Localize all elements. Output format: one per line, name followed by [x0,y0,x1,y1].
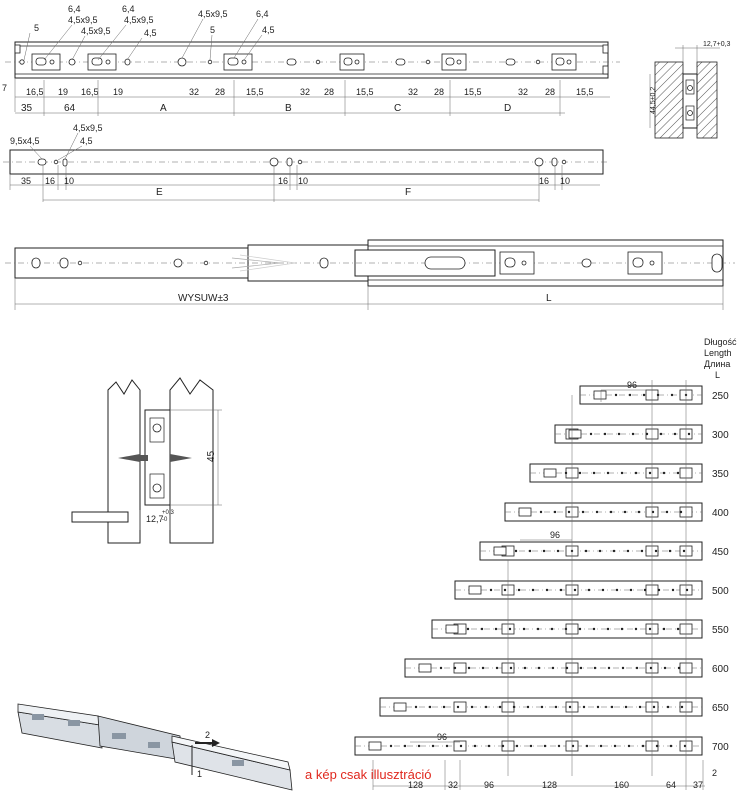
dim-label: B [285,103,292,114]
dim-label: 16,5 [81,87,99,97]
dim-label: 37 [693,780,704,790]
callout-label: 4,5x9,5 [73,123,103,133]
dot-hole [524,667,526,669]
section-width-label: 12,7+0,3 [703,41,731,48]
dim-label: 16 [539,176,550,186]
dot-hole [658,589,660,591]
dim-label: 32 [300,87,311,97]
bracket-2 [88,54,116,70]
dot-hole [513,706,515,708]
dot-hole [593,472,595,474]
dot-hole [569,706,571,708]
dot-hole [467,628,469,630]
dim-clearance: 12,7 [146,514,164,524]
dot-hole [683,550,685,552]
table-header: Длина [704,359,731,369]
dim-96-label: 96 [437,732,448,742]
bracket-hole [419,664,431,672]
dim-label: 28 [215,87,226,97]
dim-side: 2 [712,768,718,778]
callout-label: 4,5 [262,25,275,35]
bracket-hole [544,469,556,477]
dim-left: 7 [2,83,8,93]
dot-hole [537,628,539,630]
dim-label: 32 [448,780,459,790]
dot-hole [642,745,644,747]
dim-label: 16 [278,176,289,186]
illustration-caption: a kép csak illusztráció [305,767,432,782]
dot-hole [622,667,624,669]
dot-hole [604,433,606,435]
callout-label: 6,4 [68,4,81,14]
length-variants-table [355,337,737,790]
dim-label: 160 [614,780,630,790]
dot-hole [502,745,504,747]
dot-hole [482,667,484,669]
dot-hole [599,550,601,552]
dot-hole [490,589,492,591]
dot-hole [446,745,448,747]
variant-length-label: 300 [712,430,729,441]
dot-hole [649,472,651,474]
dim-length: L [546,293,552,304]
variant-row [505,503,729,521]
dim-label: 32 [518,87,529,97]
dot-hole [510,667,512,669]
dot-hole [432,745,434,747]
dot-hole [657,394,659,396]
dim-height: 45 [206,450,217,462]
dot-hole [551,628,553,630]
variant-length-label: 500 [712,586,729,597]
middle-rail-view [3,123,610,202]
dot-hole [677,628,679,630]
dot-hole [495,628,497,630]
dot-hole [636,667,638,669]
dot-hole [565,472,567,474]
dim-label: 128 [408,780,424,790]
variant-row [555,425,729,443]
variant-row [405,659,729,677]
callout-label: 4,5x9,5 [198,9,228,19]
dot-hole [468,667,470,669]
dot-hole [670,745,672,747]
dim-label: E [156,187,163,198]
dim-label: 35 [21,103,33,114]
dot-hole [590,433,592,435]
dot-hole [429,706,431,708]
dim-label: 16 [45,176,56,186]
dot-hole [674,433,676,435]
callout-label: 5 [210,25,216,35]
dot-hole [443,706,445,708]
dot-hole [678,667,680,669]
section-hatch-left [655,62,683,138]
dot-hole [621,628,623,630]
dot-hole [580,667,582,669]
bracket-1 [32,54,60,70]
dot-hole [602,589,604,591]
table-header: Length [704,348,732,358]
variant-length-label: 600 [712,664,729,675]
callout-label: 4,5 [80,136,93,146]
section-hatch-right [697,62,717,138]
dot-hole [597,706,599,708]
dot-hole [596,511,598,513]
variant-length-label: 450 [712,547,729,558]
dot-hole [481,628,483,630]
dot-hole [600,745,602,747]
dim-label: 28 [545,87,556,97]
dot-hole [485,706,487,708]
dot-hole [621,472,623,474]
dim-label: D [504,103,512,114]
callout-label: 4,5 [144,28,157,38]
dim-label: 19 [113,87,124,97]
dot-hole [404,745,406,747]
bracket-5 [442,54,466,70]
variant-row [355,737,729,755]
dot-hole [611,706,613,708]
dot-hole [541,706,543,708]
dot-hole [532,589,534,591]
dot-hole [629,394,631,396]
dot-hole [610,511,612,513]
dot-hole [418,745,420,747]
dim-label: 10 [298,176,309,186]
dot-hole [558,745,560,747]
dot-hole [582,511,584,513]
variant-row [530,464,729,482]
dot-hole [566,667,568,669]
dim-label: 128 [542,780,558,790]
dot-hole [543,550,545,552]
dot-hole [546,589,548,591]
dot-hole [515,550,517,552]
bracket-6 [552,54,576,70]
cabinet-section-view [72,378,222,543]
dim-label: 35 [21,176,32,186]
dot-hole [554,511,556,513]
dim-label: 96 [484,780,495,790]
dot-hole [664,667,666,669]
dim-label: C [394,103,402,114]
dot-hole [638,511,640,513]
dot-hole [677,472,679,474]
dim-label: 64 [64,103,76,114]
bracket-hole [454,702,466,712]
dot-hole [646,433,648,435]
dot-hole [555,706,557,708]
variant-rows [355,386,729,755]
dot-hole [635,628,637,630]
dot-hole [672,589,674,591]
top-rail-dims-row2 [15,80,565,116]
dot-hole [643,394,645,396]
dim-label: 15,5 [356,87,374,97]
dot-hole [509,628,511,630]
dot-hole [579,472,581,474]
dot-hole [607,628,609,630]
variant-length-label: 400 [712,508,729,519]
dot-hole [516,745,518,747]
dot-hole [579,628,581,630]
dot-hole [474,745,476,747]
callout-label: 5 [34,23,40,33]
dot-hole [565,628,567,630]
dot-hole [454,667,456,669]
callout-label: 6,4 [256,9,269,19]
dot-hole [593,628,595,630]
dot-hole [586,745,588,747]
dot-hole [529,550,531,552]
dim-label: 10 [64,176,75,186]
dim-96-label: 96 [627,380,638,390]
table-header: Długość [704,337,737,347]
dot-hole [663,472,665,474]
dot-hole [499,706,501,708]
dot-hole [625,706,627,708]
dot-hole [538,667,540,669]
dot-hole [667,706,669,708]
bracket-4 [340,54,364,70]
variant-length-label: 700 [712,742,729,753]
dot-hole [688,433,690,435]
dot-hole [415,706,417,708]
variant-length-label: 650 [712,703,729,714]
dot-hole [390,745,392,747]
dot-hole [630,589,632,591]
dot-hole [530,745,532,747]
dot-hole [568,511,570,513]
dot-hole [641,550,643,552]
table-header: L [715,370,721,380]
variant-row [380,698,729,716]
dot-hole [560,589,562,591]
dim-label: 64 [666,780,677,790]
dot-hole [671,394,673,396]
dot-hole [656,745,658,747]
dot-hole [655,550,657,552]
dim-label: 32 [408,87,419,97]
dot-hole [615,394,617,396]
dot-hole [527,706,529,708]
dot-hole [496,667,498,669]
dot-hole [504,589,506,591]
dot-hole [681,706,683,708]
bracket-hole [469,586,481,594]
dot-hole [583,706,585,708]
dim-tol-minus: -0 [162,517,168,523]
variant-row [455,581,729,599]
dot-hole [632,433,634,435]
dot-hole [557,550,559,552]
bracket-hole [494,547,506,555]
dot-hole [663,628,665,630]
bracket-hole [369,742,381,750]
dot-hole [616,589,618,591]
callout-label: 4,5x9,5 [124,15,154,25]
dot-hole [457,706,459,708]
dim-label: 15,5 [464,87,482,97]
dot-hole [627,550,629,552]
dim-label: A [160,103,167,114]
callout-label: 4,5x9,5 [68,15,98,25]
callout-label: 6,4 [122,4,135,14]
dim-label: 16,5 [26,87,44,97]
dim-label: 15,5 [246,87,264,97]
dot-hole [613,550,615,552]
dot-hole [574,589,576,591]
dot-hole [518,589,520,591]
top-rail-view [2,4,620,116]
bracket-hole [519,508,531,516]
dot-hole [653,706,655,708]
dot-hole [540,511,542,513]
dot-hole [644,589,646,591]
arrow-label: 2 [205,730,211,740]
variant-row [480,542,729,560]
variant-length-label: 250 [712,391,729,402]
dot-hole [639,706,641,708]
dot-hole [680,511,682,513]
callout-label: 9,5x4,5 [10,136,40,146]
callout-label: 4,5x9,5 [81,26,111,36]
isometric-view [18,704,292,790]
assembly-extended-view [5,240,735,310]
dot-hole [523,628,525,630]
dim-96-label: 96 [550,530,561,540]
bracket-3 [224,54,252,70]
dot-hole [660,433,662,435]
pointer-label: 1 [197,769,203,779]
dot-hole [628,745,630,747]
dot-hole [607,472,609,474]
dim-extension: WYSUW±3 [178,293,229,304]
dot-hole [594,667,596,669]
bracket-hole [594,391,606,399]
dim-label: F [405,187,412,198]
dot-hole [471,706,473,708]
dim-label: 32 [189,87,200,97]
profile-section-view [650,41,731,138]
bracket-hole [569,430,581,438]
bracket-hole [394,703,406,711]
dot-hole [649,628,651,630]
dim-label: 15,5 [576,87,594,97]
dot-hole [624,511,626,513]
dot-hole [552,667,554,669]
dim-label: 10 [560,176,571,186]
dot-hole [618,433,620,435]
dot-hole [635,472,637,474]
variant-row [580,386,729,404]
variant-row [432,620,729,638]
dim-label: 28 [324,87,335,97]
dot-hole [614,745,616,747]
dot-hole [588,589,590,591]
dot-hole [488,745,490,747]
dim-tol-plus: +0,3 [162,510,174,516]
dot-hole [666,511,668,513]
dim-label: 19 [58,87,69,97]
dot-hole [669,550,671,552]
dot-hole [585,550,587,552]
top-rail-dims-row1 [15,87,610,97]
variant-length-label: 350 [712,469,729,480]
dot-hole [440,667,442,669]
section-height-label: 44,5±0,2 [650,86,657,114]
bracket-hole [446,625,458,633]
dot-hole [460,745,462,747]
variant-length-label: 550 [712,625,729,636]
dot-hole [608,667,610,669]
dim-label: 28 [434,87,445,97]
dot-hole [544,745,546,747]
